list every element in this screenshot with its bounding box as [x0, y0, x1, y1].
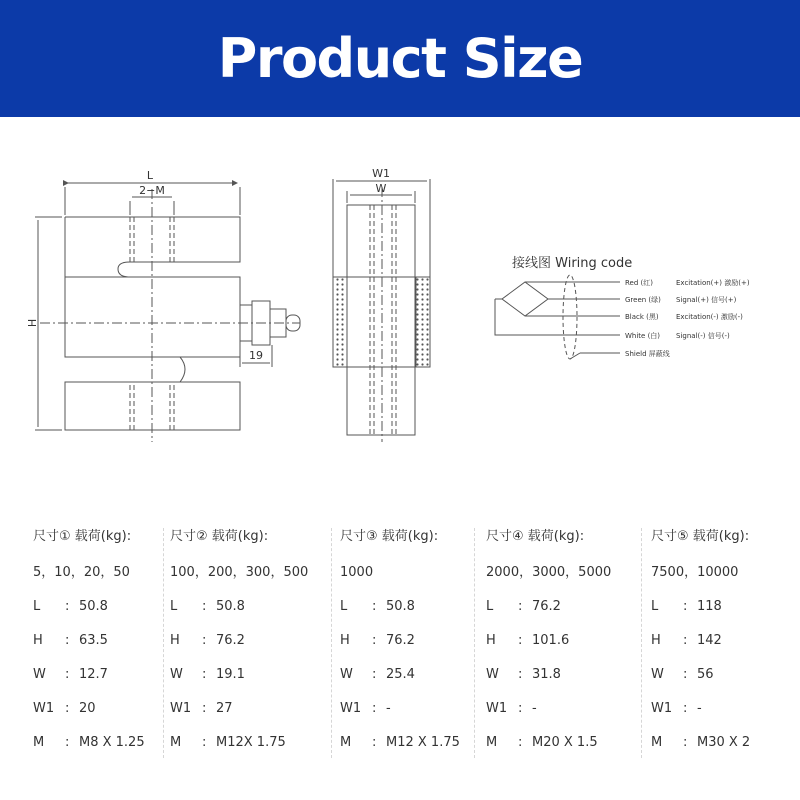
spec-loads: 100，200，300，500 — [170, 565, 309, 580]
spec-key: M — [340, 735, 352, 750]
spec-value: 50.8 — [79, 599, 108, 614]
spec-value: - — [386, 701, 391, 716]
spec-row-h — [33, 632, 108, 650]
spec-value: 31.8 — [532, 667, 561, 682]
spec-key: L — [486, 599, 494, 614]
spec-key: M — [33, 735, 45, 750]
spec-separator: : — [683, 599, 688, 614]
wire-color-white: White (白) — [625, 332, 661, 340]
spec-separator: : — [683, 633, 688, 648]
spec-separator: : — [683, 735, 688, 750]
spec-loads: 7500，10000 — [651, 565, 739, 580]
spec-key: W — [486, 667, 499, 682]
wire-color-black: Black (黑) — [625, 313, 659, 321]
spec-value: 19.1 — [216, 667, 245, 682]
spec-key: L — [340, 599, 348, 614]
wire-shield: Shield 屏蔽线 — [625, 350, 670, 358]
spec-key: W — [340, 667, 353, 682]
dim-W-label: W — [375, 182, 387, 195]
spec-header: 尺寸⑤ 载荷(kg): — [651, 529, 750, 544]
spec-loads: 2000，3000，5000 — [486, 565, 612, 580]
spec-row-l — [170, 598, 245, 616]
spec-value: - — [697, 701, 702, 716]
spec-key: M — [486, 735, 498, 750]
spec-row-w — [340, 666, 415, 684]
spec-separator: : — [518, 735, 523, 750]
spec-table — [0, 528, 800, 800]
wire-color-green: Green (绿) — [625, 296, 661, 304]
spec-value: M20 X 1.5 — [532, 735, 598, 750]
spec-key: W — [651, 667, 664, 682]
dim-2M-label: 2−M — [139, 184, 165, 197]
spec-separator: : — [65, 599, 70, 614]
spec-key: W — [170, 667, 183, 682]
spec-row-w — [170, 666, 245, 684]
spec-row-h — [170, 632, 245, 650]
spec-value: 50.8 — [216, 599, 245, 614]
spec-key: H — [170, 633, 180, 648]
spec-key: W1 — [33, 701, 55, 716]
spec-key: M — [170, 735, 182, 750]
spec-separator: : — [202, 599, 207, 614]
spec-header: 尺寸② 载荷(kg): — [170, 529, 269, 544]
column-divider — [474, 528, 476, 758]
dim-L-label: L — [146, 169, 154, 182]
spec-separator: : — [202, 701, 207, 716]
spec-key: H — [33, 633, 43, 648]
column-divider — [331, 528, 333, 758]
spec-header: 尺寸① 载荷(kg): — [33, 529, 132, 544]
spec-value: 76.2 — [532, 599, 561, 614]
column-divider — [163, 528, 165, 758]
spec-row-l — [651, 598, 722, 616]
spec-separator: : — [372, 599, 377, 614]
spec-key: W1 — [170, 701, 192, 716]
spec-separator: : — [372, 633, 377, 648]
spec-row-m — [651, 734, 750, 752]
wire-fn-red: Excitation(+) 激励(+) — [676, 279, 750, 287]
spec-row-m — [486, 734, 598, 752]
spec-row-w1 — [170, 700, 233, 718]
wire-fn-black: Excitation(-) 激励(-) — [676, 313, 743, 321]
spec-separator: : — [372, 735, 377, 750]
spec-separator: : — [372, 701, 377, 716]
spec-value: 63.5 — [79, 633, 108, 648]
spec-key: H — [651, 633, 661, 648]
dim-H-label: H — [26, 318, 39, 328]
spec-separator: : — [518, 633, 523, 648]
spec-loads: 1000 — [340, 565, 374, 580]
spec-value: 12.7 — [79, 667, 108, 682]
spec-separator: : — [202, 735, 207, 750]
spec-separator: : — [202, 667, 207, 682]
spec-value: 76.2 — [216, 633, 245, 648]
spec-separator: : — [65, 667, 70, 682]
side-view — [333, 179, 430, 442]
spec-value: - — [532, 701, 537, 716]
bridge-diamond — [502, 282, 548, 316]
spec-separator: : — [65, 633, 70, 648]
spec-separator: : — [683, 701, 688, 716]
spec-row-m — [33, 734, 145, 752]
spec-separator: : — [518, 701, 523, 716]
dim-W1-label: W1 — [372, 167, 390, 180]
title-banner — [0, 0, 800, 117]
spec-row-w1 — [486, 700, 537, 718]
spec-key: W1 — [340, 701, 362, 716]
spec-key: W1 — [651, 701, 673, 716]
spec-separator: : — [518, 599, 523, 614]
page-title: Product Size — [217, 27, 583, 90]
spec-key: L — [33, 599, 41, 614]
spec-loads: 5，10，20，50 — [33, 565, 130, 580]
spec-value: 101.6 — [532, 633, 570, 648]
spec-key: W — [33, 667, 46, 682]
spec-row-h — [486, 632, 569, 650]
spec-row-l — [340, 598, 415, 616]
spec-value: 25.4 — [386, 667, 415, 682]
spec-key: W1 — [486, 701, 508, 716]
spec-key: L — [651, 599, 659, 614]
spec-separator: : — [518, 667, 523, 682]
spec-row-l — [486, 598, 561, 616]
spec-row-w1 — [33, 700, 96, 718]
spec-row-w — [33, 666, 108, 684]
spec-separator: : — [683, 667, 688, 682]
spec-key: L — [170, 599, 178, 614]
spec-separator: : — [65, 735, 70, 750]
spec-key: H — [486, 633, 496, 648]
spec-key: M — [651, 735, 663, 750]
spec-key: H — [340, 633, 350, 648]
spec-header: 尺寸④ 载荷(kg): — [486, 529, 585, 544]
spec-row-w — [651, 666, 714, 684]
spec-separator: : — [372, 667, 377, 682]
spec-value: 20 — [79, 701, 96, 716]
wire-color-red: Red (红) — [625, 279, 653, 287]
spec-row-w1 — [340, 700, 391, 718]
column-divider — [641, 528, 643, 758]
spec-value: 50.8 — [386, 599, 415, 614]
spec-row-h — [340, 632, 415, 650]
wire-fn-green: Signal(+) 信号(+) — [676, 296, 737, 304]
spec-value: M30 X 2 — [697, 735, 751, 750]
spec-row-m — [170, 734, 286, 752]
wire-fn-white: Signal(-) 信号(-) — [676, 332, 730, 340]
spec-value: M8 X 1.25 — [79, 735, 145, 750]
technical-drawing — [0, 117, 800, 517]
spec-header: 尺寸③ 载荷(kg): — [340, 529, 439, 544]
spec-value: M12X 1.75 — [216, 735, 286, 750]
spec-row-m — [340, 734, 460, 752]
spec-value: 76.2 — [386, 633, 415, 648]
spec-value: 142 — [697, 633, 722, 648]
spec-row-l — [33, 598, 108, 616]
spec-row-w — [486, 666, 561, 684]
front-view — [35, 183, 300, 442]
spec-row-h — [651, 632, 722, 650]
spec-separator: : — [65, 701, 70, 716]
wiring-title: 接线图 Wiring code — [512, 256, 633, 271]
spec-row-w1 — [651, 700, 702, 718]
spec-value: M12 X 1.75 — [386, 735, 460, 750]
wiring-diagram — [495, 275, 620, 359]
spec-value: 56 — [697, 667, 714, 682]
spec-separator: : — [202, 633, 207, 648]
spec-value: 118 — [697, 599, 722, 614]
spec-value: 27 — [216, 701, 233, 716]
dim-19-label: 19 — [249, 349, 263, 362]
